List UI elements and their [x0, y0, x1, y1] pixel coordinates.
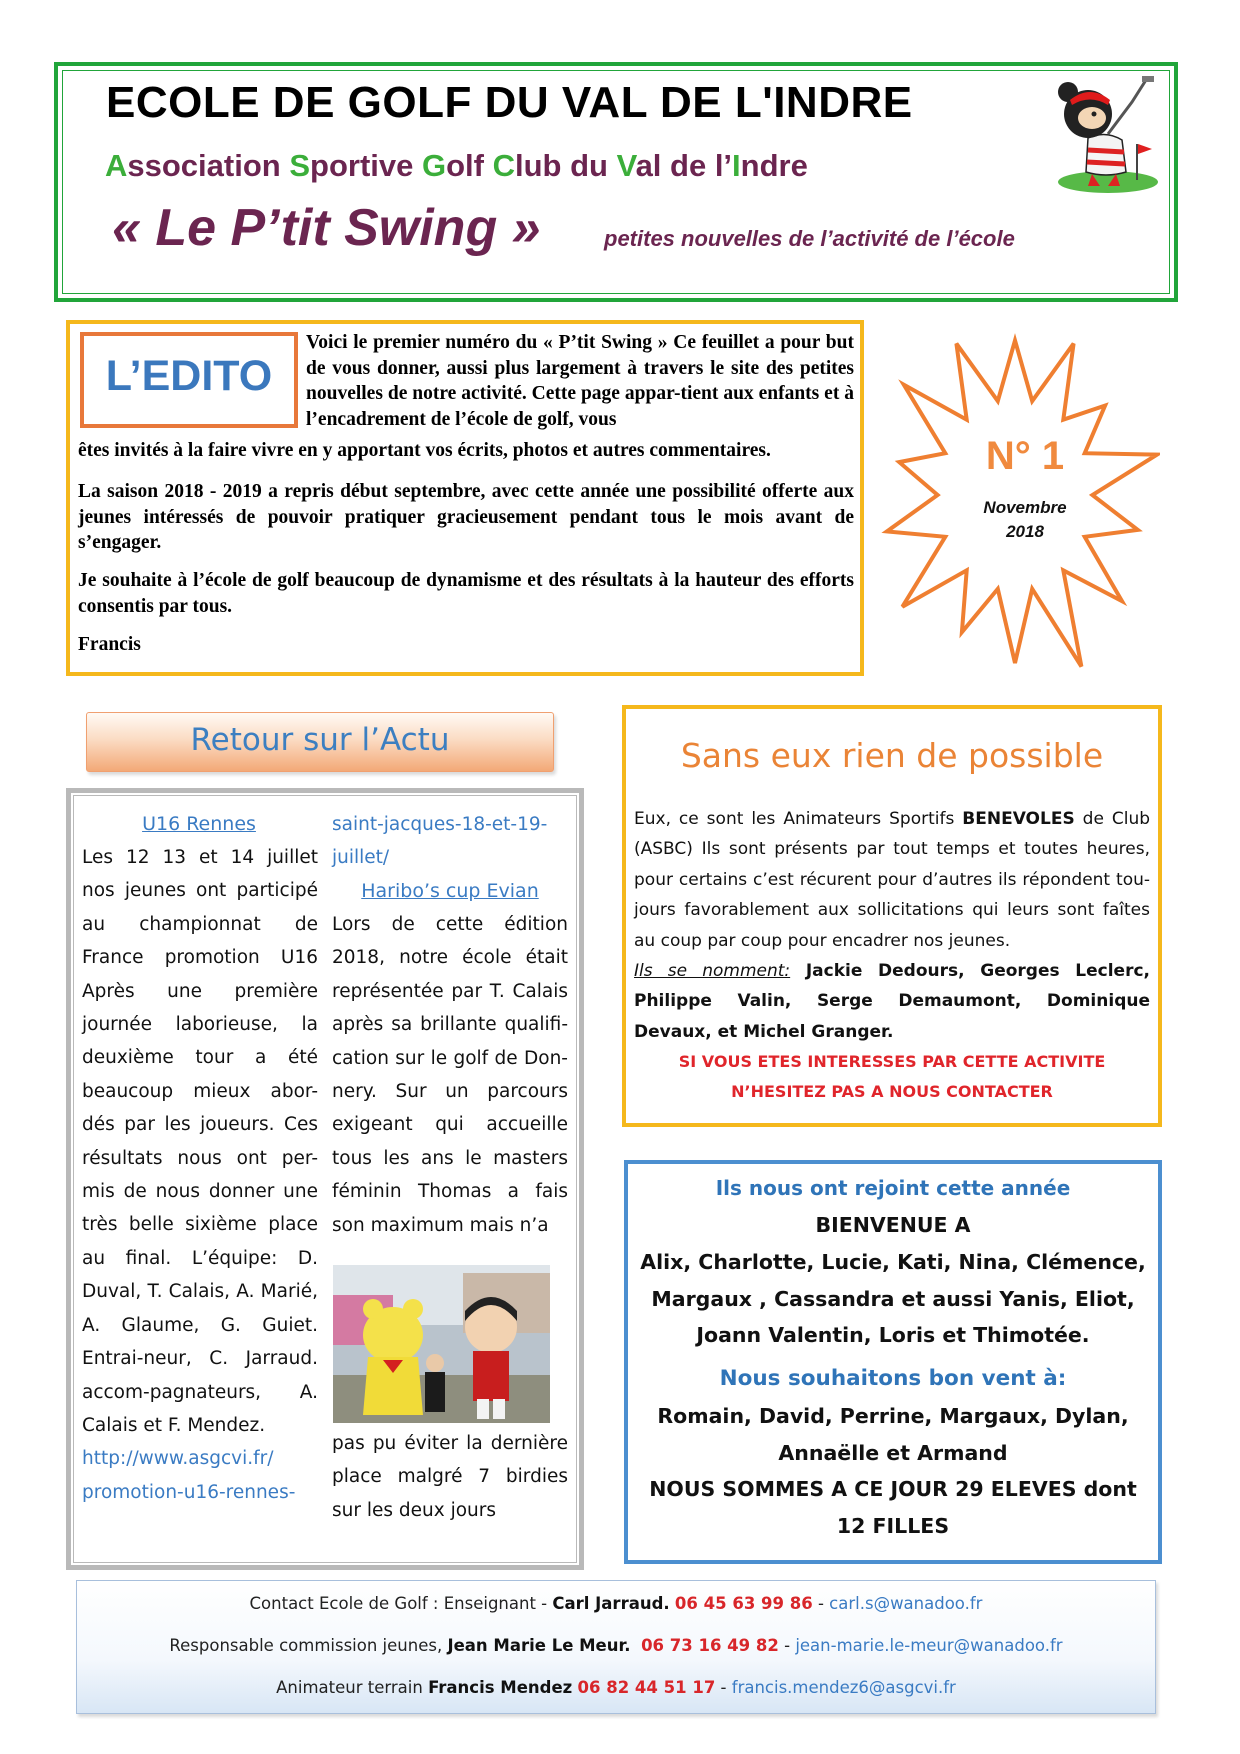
- edito-paragraph-1-continued: êtes invités à la faire vivre en y apportant vos écrits, photos et autres commentaires.: [78, 440, 771, 461]
- teacher-phone[interactable]: 06 45 63 99 86: [674, 1594, 813, 1613]
- edito-label: L’EDITO: [105, 352, 273, 400]
- haribo-cup-text-end: pas pu éviter la dernière place malgré 7 birdies sur les deux jours: [332, 1433, 568, 1521]
- volunteers-title: Sans eux rien de possible: [680, 736, 1104, 775]
- edito-paragraph-2: La saison 2018 - 2019 a repris début septembre, avec cette année une possibilité offerte aux jeunes intéressés de pouvoir pratiquer gracieusement pendant tous le mois avant de s’engager.: [78, 481, 854, 553]
- volunteers-names-label: Ils se nomment:: [634, 961, 791, 982]
- volunteers-names: Jackie Dedours, Georges Leclerc, Philippe Valin, Serge Demaumont, Dominique Devaux, et Michel Granger.: [634, 961, 1151, 1042]
- field-animator-email[interactable]: francis.mendez6@asgcvi.fr: [731, 1678, 956, 1697]
- haribo-cup-text: Lors de cette édition 2018, notre école était représentée par T. Calais après sa brillante qualifi-cation sur le golf de Don-nery. Sur un parcours exigeant qui accueille tous les ans le masters féminin Thomas a fais son maximum mais n’a: [332, 914, 568, 1236]
- youth-manager-email[interactable]: jean-marie.le-meur@wanadoo.fr: [795, 1636, 1063, 1655]
- issue-year: 2018: [1006, 522, 1044, 541]
- newsletter-name: « Le P’tit Swing »: [112, 199, 541, 257]
- youth-manager-phone[interactable]: 06 73 16 49 82: [641, 1636, 779, 1655]
- school-title: ECOLE DE GOLF DU VAL DE L'INDRE: [106, 78, 913, 127]
- teacher-email[interactable]: carl.s@wanadoo.fr: [829, 1594, 983, 1613]
- u16-rennes-text: Les 12 13 et 14 juillet nos jeunes ont participé au championnat de France promotion U16 Après une première journée laborieuse, la deuxième tour a été beaucoup mieux abor-dés par les joueurs. Ces résultats nous ont per-mis de nous donner une très belle sixième place au final. L’équipe: D. Duval, T. Calais, A. Marié, A. Glaume, G. Guiet. Entrai-neur, C. Jarraud. accom-pagnateurs, A. Calais et F. Mendez.: [82, 847, 318, 1436]
- issue-number: N° 1: [985, 434, 1065, 478]
- welcome-new-students: Alix, Charlotte, Lucie, Kati, Nina, Clémence, Margaux , Cassandra et aussi Yanis, Eliot, Joann Valentin, Loris et Thimotée.: [640, 1250, 1146, 1347]
- u16-rennes-link-continued[interactable]: saint-jacques-18-et-19-juillet/: [332, 814, 548, 869]
- haribo-cup-photo: [333, 1265, 550, 1423]
- association-name: Association Sportive Golf Club du Val de l’Indre: [105, 148, 808, 183]
- haribo-cup-title: Haribo’s cup Evian: [361, 880, 539, 902]
- u16-rennes-link[interactable]: http://www.asgcvi.fr/ promotion-u16-rennes-: [82, 1448, 296, 1503]
- student-count: NOUS SOMMES A CE JOUR 29 ELEVES dont 12 FILLES: [649, 1477, 1137, 1538]
- edito-paragraph-3: Je souhaite à l’école de golf beaucoup de dynamisme et des résultats à la hauteur des efforts consentis par tous.: [78, 570, 854, 617]
- farewell-students: Romain, David, Perrine, Margaux, Dylan, Annaëlle et Armand: [657, 1404, 1129, 1465]
- contact-field-animator: Animateur terrain Francis Mendez 06 82 44 51 17 - francis.mendez6@asgcvi.fr: [276, 1678, 956, 1697]
- welcome-title: Ils nous ont rejoint cette année: [715, 1176, 1071, 1200]
- u16-rennes-article: [82, 841, 318, 1509]
- field-animator-phone[interactable]: 06 82 44 51 17: [577, 1678, 716, 1697]
- issue-date: [960, 496, 1090, 544]
- contact-youth-manager: Responsable commission jeunes, Jean Marie Le Meur. 06 73 16 49 82 - jean-marie.le-meur@wanadoo.fr: [169, 1636, 1063, 1655]
- volunteers-text: Eux, ce sont les Animateurs Sportifs BENEVOLES de Club (ASBC) Ils sont présents par tout temps et toutes heures, pour certains c’est récurent pour d’autres ils répondent tou-jours favorablement aux sollicitations qui leurs sont faîtes au coup par coup pour encadrer nos jeunes. Ils se nomment: Jackie Dedours, Georges Leclerc, Philippe Valin, Serge Demaumont, Dominique Devaux, et Michel Granger.: [634, 809, 1151, 1042]
- welcome-bienvenue: BIENVENUE A: [815, 1213, 971, 1237]
- issue-starburst: [870, 315, 1160, 675]
- u16-rennes-title: U16 Rennes: [142, 813, 256, 835]
- edito-signature: Francis: [78, 634, 141, 655]
- farewell-title: Nous souhaitons bon vent à:: [719, 1366, 1067, 1391]
- edito-paragraph-1: Voici le premier numéro du « P’tit Swing » Ce feuillet a pour but de vous donner, aussi plus largement à travers le site des petites nouvelles de notre activité. Cette page appar-tient aux enfants et à l’encadrement de l’école de golf, vous: [306, 332, 854, 430]
- newsletter-subtitle: petites nouvelles de l’activité de l’école: [604, 226, 1015, 251]
- volunteers-call-to-action: SI VOUS ETES INTERESSES PAR CETTE ACTIVITE N’HESITEZ PAS A NOUS CONTACTER: [678, 1052, 1106, 1102]
- contact-teacher: Contact Ecole de Golf : Enseignant - Carl Jarraud. 06 45 63 99 86 - carl.s@wanadoo.fr: [249, 1594, 983, 1613]
- actu-banner-label: Retour sur l’Actu: [190, 722, 450, 758]
- issue-month: Novembre: [983, 498, 1067, 517]
- golfer-mascot-illustration: [1048, 74, 1164, 194]
